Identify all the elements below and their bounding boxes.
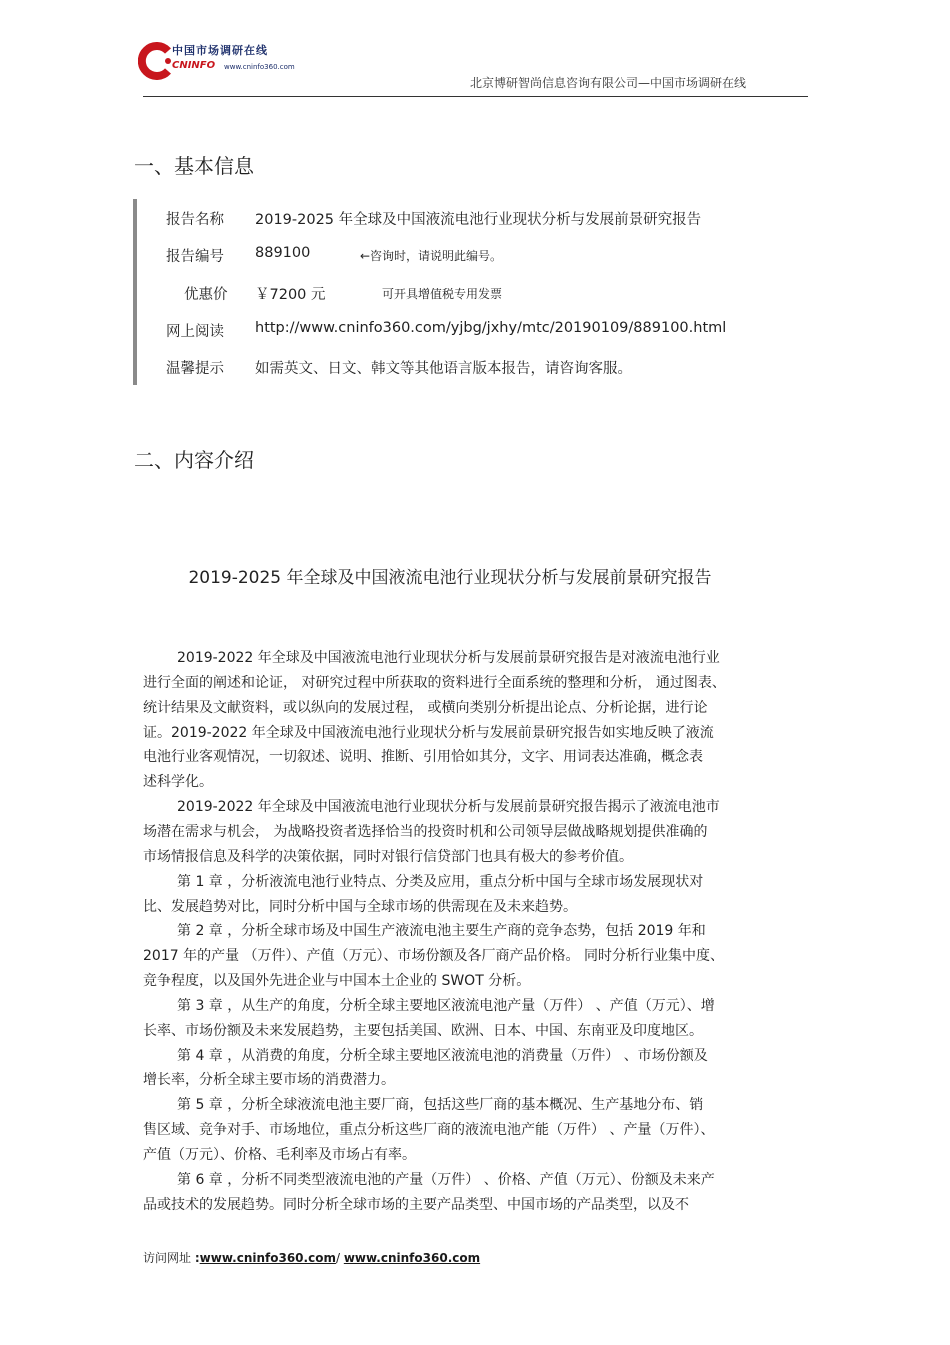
logo-cn-text: 中国市场调研在线 bbox=[172, 44, 268, 57]
body-line: 产值（万元）、价格、毛利率及市场占有率。 bbox=[143, 1147, 416, 1163]
body-line: 证。2019-2022 年全球及中国液流电池行业现状分析与发展前景研究报告如实地反映了液流 bbox=[143, 724, 714, 741]
body-line: 售区域、竞争对手、市场地位，重点分析这些厂商的液流电池产能（万件） 、产量（万件）、 bbox=[143, 1122, 715, 1139]
info-note: ←咨询时，请说明此编号。 bbox=[360, 249, 503, 263]
body-line: 第 3 章 ，从生产的角度，分析全球主要地区液流电池产量（万件） 、产值（万元）、增 bbox=[177, 997, 715, 1014]
report-title: 2019-2025 年全球及中国液流电池行业现状分析与发展前景研究报告 bbox=[188, 568, 712, 588]
footer-separator: / bbox=[335, 1251, 344, 1265]
footer-link-2[interactable]: www.cninfo360.com bbox=[343, 1251, 481, 1265]
body-line: 述科学化。 bbox=[143, 774, 213, 791]
body-line: 2017 年的产量 （万件）、产值（万元）、市场份额及各厂商产品价格。 同时分析行业集中度、 bbox=[143, 948, 724, 965]
body-line: 进行全面的阐述和论证， 对研究过程中所获取的资料进行全面系统的整理和分析， 通过图表、 bbox=[143, 674, 726, 691]
body-line: 2019-2022 年全球及中国液流电池行业现状分析与发展前景研究报告是对液流电池行业 bbox=[177, 650, 720, 666]
info-label: 优惠价 bbox=[184, 287, 228, 303]
body-line: 第 6 章 ，分析不同类型液流电池的产量（万件） 、价格、产值（万元）、份额及未来产 bbox=[177, 1171, 715, 1188]
body-line: 第 2 章 ，分析全球市场及中国生产液流电池主要生产商的竞争态势，包括 2019 年和 bbox=[177, 923, 706, 940]
logo-url-text: www.cninfo360.com bbox=[224, 63, 295, 71]
info-label: 温馨提示 bbox=[166, 361, 224, 377]
logo bbox=[138, 40, 308, 82]
footer bbox=[143, 1249, 480, 1266]
body-line: 增长率，分析全球主要市场的消费潜力。 bbox=[143, 1072, 395, 1089]
header-divider bbox=[143, 96, 808, 97]
body-line: 长率、市场份额及未来发展趋势，主要包括美国、欧洲、日本、中国、东南亚及印度地区。 bbox=[143, 1022, 703, 1039]
body-line: 统计结果及文献资料，或以纵向的发展过程， 或横向类别分析提出论点、分析论据，进行论 bbox=[143, 699, 708, 716]
body-line: 电池行业客观情况，一切叙述、说明、推断、引用恰如其分，文字、用词表达准确，概念表 bbox=[143, 749, 703, 766]
body-line: 第 5 章 ，分析全球液流电池主要厂商，包括这些厂商的基本概况、生产基地分布、销 bbox=[177, 1097, 704, 1114]
body-line: 市场情报信息及科学的决策依据，同时对银行信贷部门也具有极大的参考价值。 bbox=[143, 848, 633, 865]
body-line: 比、发展趋势对比，同时分析中国与全球市场的供需现在及未来趋势。 bbox=[143, 898, 577, 915]
info-value: 2019-2025 年全球及中国液流电池行业现状分析与发展前景研究报告 bbox=[255, 212, 702, 228]
body-line: 第 1 章 ，分析液流电池行业特点、分类及应用，重点分析中国与全球市场发展现状对 bbox=[177, 873, 704, 890]
body-line: 2019-2022 年全球及中国液流电池行业现状分析与发展前景研究报告揭示了液流电池市 bbox=[177, 799, 720, 816]
logo-en-text: CNINFO bbox=[172, 60, 216, 71]
info-note: 可开具增值税专用发票 bbox=[382, 287, 503, 301]
info-value: 889100 bbox=[255, 245, 311, 261]
info-label: 报告编号 bbox=[166, 249, 224, 265]
info-value: 如需英文、日文、韩文等其他语言版本报告，请咨询客服。 bbox=[255, 361, 632, 377]
footer-link-1[interactable]: www.cninfo360.com bbox=[199, 1251, 336, 1265]
footer-colon: : bbox=[194, 1251, 200, 1265]
body-line: 品或技术的发展趋势。同时分析全球市场的主要产品类型、中国市场的产品类型，以及不 bbox=[143, 1196, 689, 1213]
section-basic-info-title: 一、基本信息 bbox=[134, 154, 254, 178]
body-line: 场潜在需求与机会， 为战略投资者选择恰当的投资时机和公司领导层做战略规划提供准确的 bbox=[143, 823, 708, 840]
logo-c-icon bbox=[138, 42, 176, 80]
company-name: 北京博研智尚信息咨询有限公司—中国市场调研在线 bbox=[470, 76, 747, 90]
footer-label: 访问网址 bbox=[143, 1251, 192, 1265]
info-label: 报告名称 bbox=[166, 212, 224, 228]
report-url-link[interactable]: http://www.cninfo360.com/yjbg/jxhy/mtc/20190109/889100.html bbox=[255, 320, 727, 336]
body-line: 第 4 章 ，从消费的角度，分析全球主要地区液流电池的消费量（万件） 、市场份额及 bbox=[177, 1047, 708, 1064]
info-value: ￥7200 元 bbox=[255, 287, 326, 303]
info-sidebar-bar bbox=[133, 199, 137, 385]
section-content-title: 二、内容介绍 bbox=[134, 448, 254, 472]
body-line: 竞争程度，以及国外先进企业与中国本土企业的 SWOT 分析。 bbox=[143, 973, 531, 990]
info-label: 网上阅读 bbox=[166, 324, 224, 340]
